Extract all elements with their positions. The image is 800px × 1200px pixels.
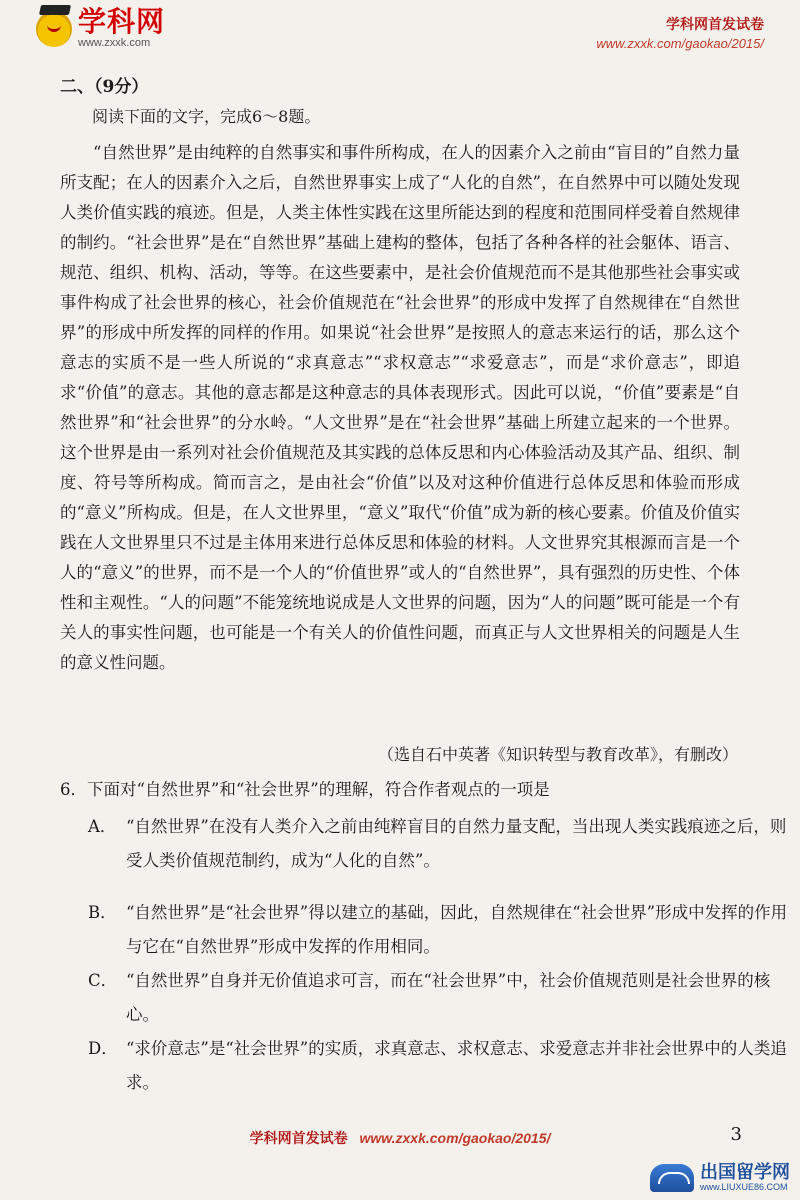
passage-source: （选自石中英著《知识转型与教育改革》，有删改）: [377, 745, 738, 764]
section-title: 二、（9分）: [60, 77, 149, 97]
option-key: D．: [88, 1039, 118, 1058]
header-url[interactable]: www.zxxk.com/gaokao/2015/: [596, 36, 764, 51]
question-stem: 6．下面对“自然世界”和“社会世界”的理解，符合作者观点的一项是: [60, 780, 550, 799]
graduate-mascot-icon: [36, 11, 72, 47]
logo-url: www.zxxk.com: [78, 37, 151, 49]
option-text: “求价意志”是“社会世界”的实质，求真意志、求权意志、求爱意志并非社会世界中的人类追求。: [126, 1039, 787, 1092]
brand-name: 出国留学网: [700, 1162, 790, 1183]
brand-url: www.LIUXUE86.COM: [700, 1182, 788, 1192]
logo-name: 学科网: [78, 5, 166, 38]
zxxk-logo[interactable]: [36, 5, 166, 49]
footer-label: 学科网首发试卷: [249, 1130, 348, 1146]
page-footer: [0, 1128, 800, 1148]
option-text: “自然世界”在没有人类介入之前由纯粹盲目的自然力量支配，当出现人类实践痕迹之后，则受人类价值规范制约，成为“人化的自然”。: [126, 817, 787, 870]
option-text: “自然世界”是“社会世界”得以建立的基础，因此，自然规律在“社会世界”形成中发挥的作用与它在“自然世界”形成中发挥的作用相同。: [126, 903, 788, 956]
option-c: [88, 964, 790, 1032]
option-key: A．: [88, 817, 117, 836]
option-b: [88, 896, 790, 964]
option-key: C．: [88, 971, 118, 990]
option-key: B．: [88, 903, 117, 922]
header-title: 学科网首发试卷: [666, 16, 764, 32]
reading-passage: “自然世界”是由纯粹的自然事实和事件所构成，在人的因素介入之前由“盲目的”自然力量所支配；在人的因素介入之后，自然世界事实上成了“人化的自然”，在自然界中可以随处发现人类价值实践的痕迹。但是，人类主体性实践在这里所能达到的程度和范围同样受着自然规律的制约。“社会世界”是在“自然世界”基础上建构的整体，包括了各种各样的社会躯体、语言、规范、组织、机构、活动，等等。在这些要素中，是社会价值规范而不是其他那些社会事实或事件构成了社会世界的核心，社会价值规范在“社会世界”的形成中发挥了自然规律在“自然世界”的形成中所发挥的同样的作用。如果说“社会世界”是按照人的意志来运行的话，那么这个意志的实质不是一些人所说的“求真意志”“求权意志”“求爱意志”，而是“求价意志”，即追求“价值”的意志。其他的意志都是这种意志的具体表现形式。因此可以说，“价值”要素是“自然世界”和“社会世界”的分水岭。“人文世界”是在“社会世界”基础上所建立起来的一个世界。这个世界是由一系列对社会价值规范及其实践的总体反思和内心体验活动及其产品、组织、制度、符号等所构成。简而言之，是由社会“价值”以及对这种价值进行总体反思和体验而形成的“意义”所构成。但是，在人文世界里，“意义”取代“价值”成为新的核心要素。价值及价值实践在人文世界里只不过是主体用来进行总体反思和体验的材料。人文世界究其根源而言是一个人的“意义”的世界，而不是一个人的“价值世界”或人的“自然世界”，具有强烈的历史性、个体性和主观性。“人的问题”不能笼统地说成是人文世界的问题，因为“人的问题”既可能是一个有关人的事实性问题，也可能是一个有关人的价值性问题，而真正与人文世界相关的问题是人生的意义性问题。: [60, 143, 740, 672]
option-text: “自然世界”自身并无价值追求可言，而在“社会世界”中，社会价值规范则是社会世界的核心。: [126, 971, 771, 1024]
globe-arc-icon: [650, 1164, 694, 1192]
option-a: [88, 810, 790, 878]
footer-url[interactable]: www.zxxk.com/gaokao/2015/: [359, 1130, 551, 1146]
option-d: [88, 1032, 790, 1100]
section-instruction: 阅读下面的文字，完成6～8题。: [92, 107, 321, 126]
header-right: [596, 14, 764, 51]
liuxue-brand[interactable]: [650, 1164, 790, 1192]
page-number: 3: [730, 1124, 742, 1145]
